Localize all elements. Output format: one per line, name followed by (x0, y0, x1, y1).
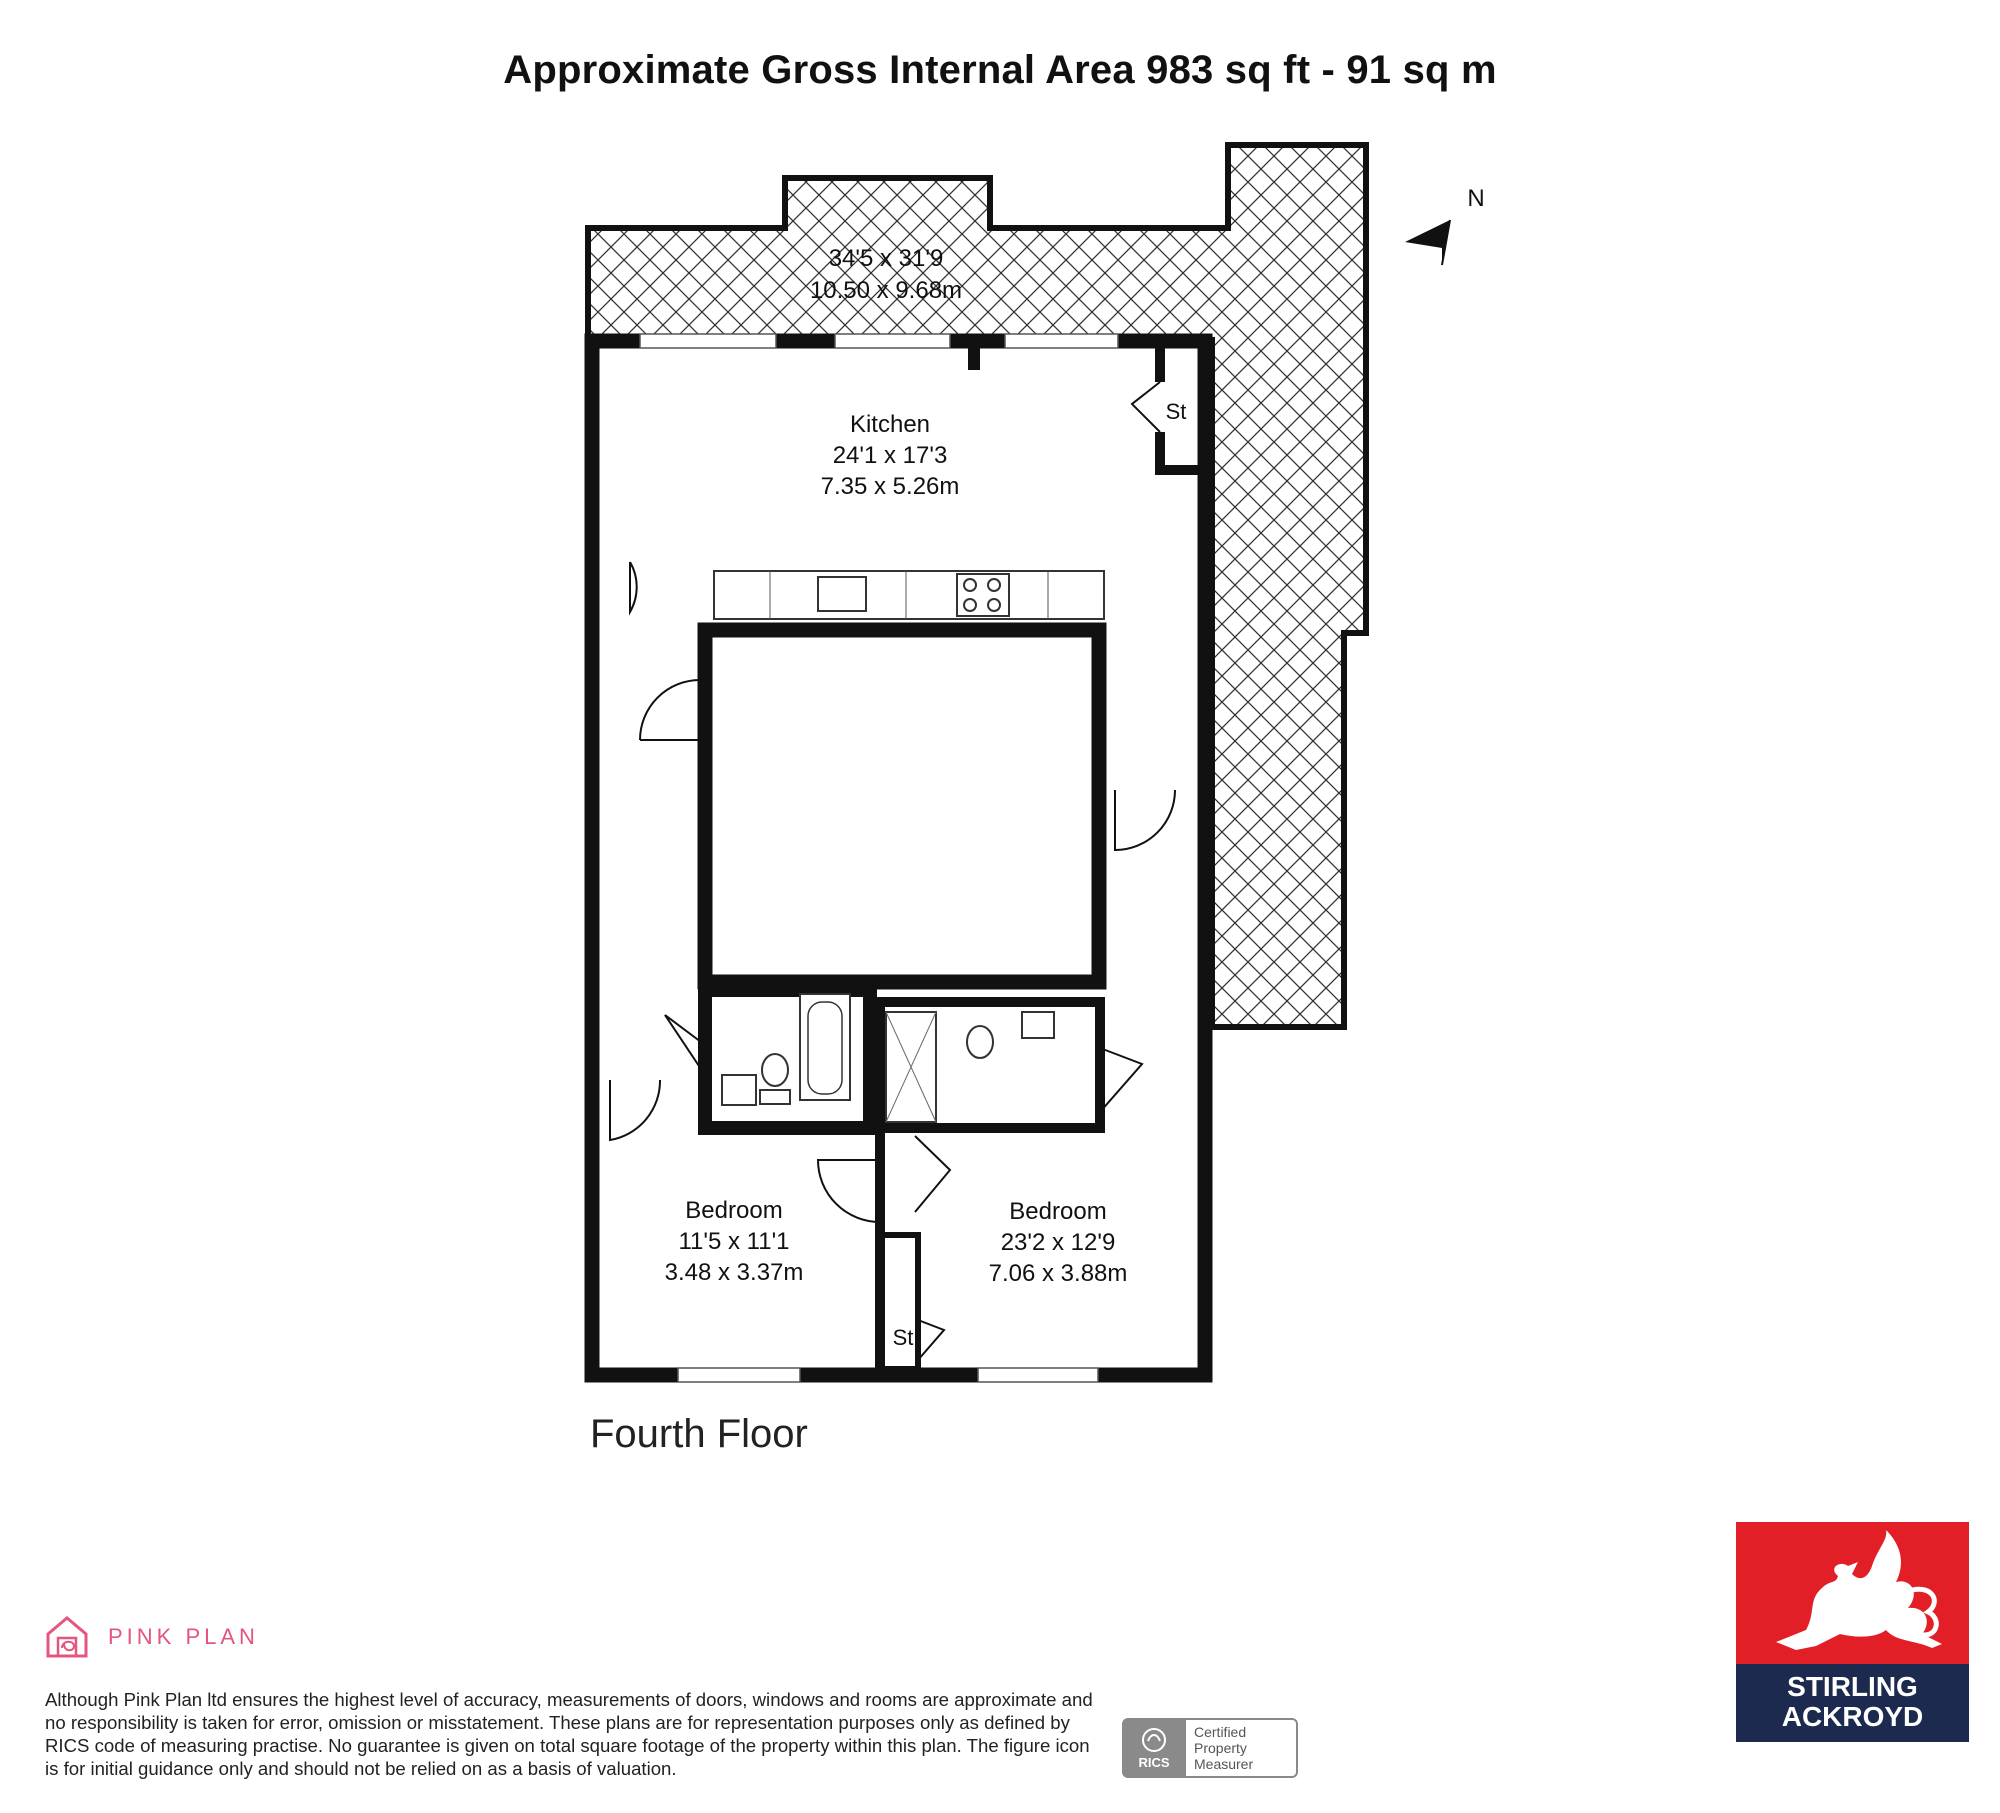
disclaimer-text: Although Pink Plan ltd ensures the highest level of accuracy, measurements of doors, windows and rooms are approximate and no responsibility is taken for error, omission or misstatement. These plans are for representation purposes only as defined by RICS code of measuring practise. No guarantee is given on total square footage of the property within this plan. The figure icon is for initial guidance only and should not be relied on as a basis of valuation. (45, 1689, 1093, 1779)
bedroom-2-dim-metric: 7.06 x 3.88m (988, 1260, 1128, 1287)
kitchen-name: Kitchen (849, 411, 931, 438)
window (678, 1368, 800, 1382)
bedroom-doors (818, 1160, 880, 1222)
hall-door (640, 680, 700, 740)
hall-door (630, 562, 637, 612)
bedroom-1-dim-imperial: 11'5 x 11'1 (678, 1228, 790, 1255)
floor-label: Fourth Floor (590, 1412, 808, 1456)
basin (722, 1075, 756, 1105)
window (978, 1368, 1098, 1382)
bedroom-2-name: Bedroom (1009, 1198, 1107, 1225)
bedroom-1-name: Bedroom (685, 1197, 783, 1224)
rics-seal-icon: RICS (1122, 1718, 1186, 1778)
toilet (762, 1054, 788, 1086)
rics-line-1: Certified (1194, 1724, 1247, 1740)
house-icon (44, 1614, 90, 1660)
bedroom-2-dim-imperial: 23'2 x 12'9 (1000, 1229, 1116, 1256)
bedroom2-door (1115, 790, 1175, 850)
toilet (967, 1026, 993, 1058)
store-1-label: St (1165, 399, 1187, 424)
window (640, 334, 776, 348)
wall-pier (968, 340, 980, 370)
basin (1022, 1012, 1054, 1038)
compass-label: N (1467, 185, 1485, 212)
brand-line-1: STIRLING (1787, 1671, 1918, 1702)
window (835, 334, 950, 348)
kitchen-dim-imperial: 24'1 x 17'3 (832, 442, 948, 469)
window (1005, 334, 1118, 348)
north-arrow-icon (1405, 220, 1450, 265)
kitchen-sink (818, 577, 866, 611)
brand-line-2: ACKROYD (1781, 1701, 1924, 1732)
griffin-icon (1736, 1522, 1969, 1664)
store-door (1132, 382, 1160, 432)
hall-door (610, 1080, 660, 1140)
stirling-ackroyd-logo (1736, 1522, 1969, 1742)
rics-line-3: Measurer (1194, 1756, 1254, 1772)
terrace-dim-imperial: 34'5 x 31'9 (828, 245, 944, 272)
rics-line-2: Property (1194, 1740, 1247, 1756)
kitchen-counter (714, 571, 1104, 619)
terrace-dim-metric: 10.50 x 9.68m (809, 277, 963, 304)
pink-plan-name: PINK PLAN (108, 1624, 259, 1649)
pink-plan-logo (44, 1612, 259, 1662)
bedroom-1-dim-metric: 3.48 x 3.37m (664, 1259, 804, 1286)
store-2-label: St (892, 1325, 914, 1350)
central-core (705, 630, 1099, 982)
kitchen-dim-metric: 7.35 x 5.26m (820, 473, 960, 500)
page-title: Approximate Gross Internal Area 983 sq ft - 91 sq m (503, 48, 1497, 92)
rics-badge (1122, 1718, 1298, 1778)
